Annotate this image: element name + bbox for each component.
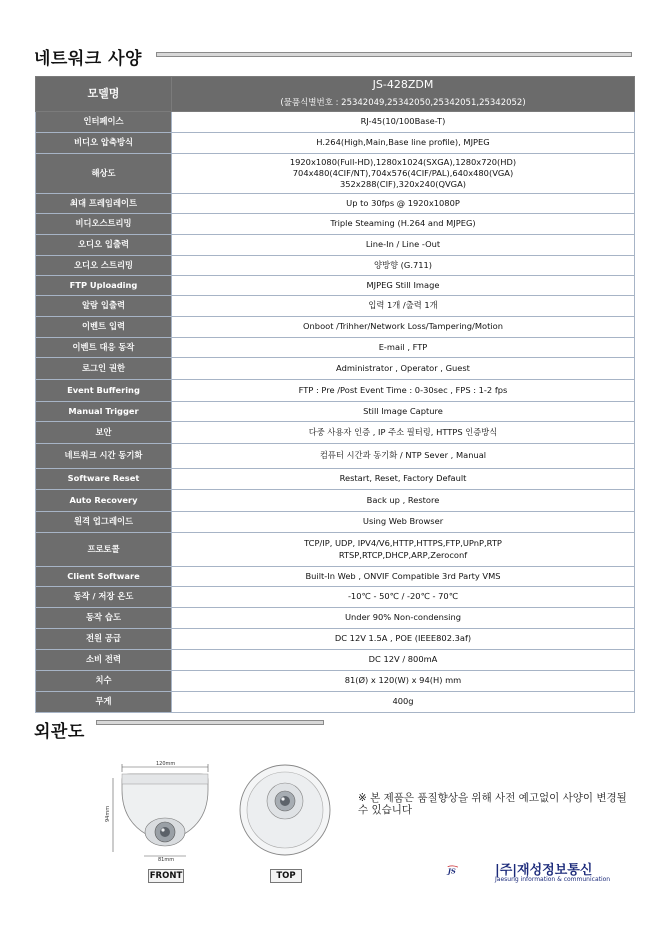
spec-row bbox=[36, 194, 635, 214]
model-label: 모델명 bbox=[36, 77, 172, 112]
spec-label: 비디오스트리밍 bbox=[36, 214, 172, 235]
spec-value: Restart, Reset, Factory Default bbox=[172, 469, 635, 490]
dim-height-text: 94mm bbox=[105, 805, 111, 822]
notice-text: ※ 본 제품은 품질향상을 위해 사전 예고없이 사양이 변경될 수 있습니다 bbox=[358, 792, 627, 816]
spec-label: Manual Trigger bbox=[36, 402, 172, 422]
spec-value: H.264(High,Main,Base line profile), MJPEG bbox=[172, 133, 635, 154]
spec-row bbox=[36, 256, 635, 276]
dim-width-text: 120mm bbox=[156, 761, 176, 767]
spec-value: FTP : Pre /Post Event Time : 0-30sec , FPS : 1-2 fps bbox=[172, 380, 635, 402]
spec-row bbox=[36, 133, 635, 154]
spec-row bbox=[36, 629, 635, 650]
spec-label: 이벤트 대응 동작 bbox=[36, 338, 172, 358]
spec-row bbox=[36, 587, 635, 608]
section-title-line bbox=[96, 720, 324, 725]
spec-row bbox=[36, 533, 635, 567]
spec-value: Still Image Capture bbox=[172, 402, 635, 422]
section-title-line bbox=[156, 52, 632, 57]
model-value bbox=[172, 77, 635, 112]
spec-row bbox=[36, 650, 635, 671]
svg-text:JS: JS bbox=[447, 867, 456, 876]
spec-value: MJPEG Still Image bbox=[172, 276, 635, 296]
spec-label: 프로토콜 bbox=[36, 533, 172, 567]
spec-label: 해상도 bbox=[36, 154, 172, 194]
spec-value: TCP/IP, UDP, IPV4/V6,HTTP,HTTPS,FTP,UPnP,RTP RTSP,RTCP,DHCP,ARP,Zeroconf bbox=[172, 533, 635, 567]
dim-bottom-text: 81mm bbox=[158, 857, 175, 863]
spec-row bbox=[36, 358, 635, 380]
spec-label: 알람 입출력 bbox=[36, 296, 172, 317]
spec-value: 컴퓨터 시간과 동기화 / NTP Sever , Manual bbox=[172, 444, 635, 469]
top-view-label: TOP bbox=[270, 869, 302, 883]
spec-row bbox=[36, 692, 635, 713]
spec-label: 원격 업그레이드 bbox=[36, 512, 172, 533]
company-logo-icon bbox=[446, 852, 494, 888]
spec-label: Client Software bbox=[36, 567, 172, 587]
spec-value: Back up , Restore bbox=[172, 490, 635, 512]
spec-label: 무게 bbox=[36, 692, 172, 713]
spec-value: -10℃ - 50℃ / -20℃ - 70℃ bbox=[172, 587, 635, 608]
spec-label: 동작 / 저장 온도 bbox=[36, 587, 172, 608]
model-row bbox=[36, 77, 635, 112]
spec-value: Onboot /Trihher/Network Loss/Tampering/Motion bbox=[172, 317, 635, 338]
spec-row bbox=[36, 512, 635, 533]
spec-value: Up to 30fps @ 1920x1080P bbox=[172, 194, 635, 214]
company-sub: Jaesung information & communication bbox=[495, 876, 611, 883]
spec-table bbox=[35, 76, 635, 713]
spec-row bbox=[36, 444, 635, 469]
spec-label: 로그인 권한 bbox=[36, 358, 172, 380]
spec-value: 400g bbox=[172, 692, 635, 713]
spec-row bbox=[36, 567, 635, 587]
spec-row bbox=[36, 112, 635, 133]
spec-value: 양방향 (G.711) bbox=[172, 256, 635, 276]
spec-label: 인터페이스 bbox=[36, 112, 172, 133]
spec-value: Triple Steaming (H.264 and MJPEG) bbox=[172, 214, 635, 235]
spec-value: 1920x1080(Full-HD),1280x1024(SXGA),1280x720(HD) 704x480(4CIF/NT),704x576(4CIF/PAL),640x480(VGA) 352x288(CIF),320x240(QVGA) bbox=[172, 154, 635, 194]
spec-value: RJ-45(10/100Base-T) bbox=[172, 112, 635, 133]
spec-row bbox=[36, 317, 635, 338]
spec-label: 비디오 압축방식 bbox=[36, 133, 172, 154]
spec-value: E-mail , FTP bbox=[172, 338, 635, 358]
model-name: JS-428ZDM bbox=[372, 78, 434, 92]
spec-value: Using Web Browser bbox=[172, 512, 635, 533]
company-name: |주|재성정보통신 bbox=[495, 863, 593, 878]
spec-row bbox=[36, 490, 635, 512]
spec-label: 최대 프레임레이트 bbox=[36, 194, 172, 214]
spec-row bbox=[36, 338, 635, 358]
spec-label: FTP Uploading bbox=[36, 276, 172, 296]
spec-label: 보안 bbox=[36, 422, 172, 444]
spec-label: 전원 공급 bbox=[36, 629, 172, 650]
spec-value: Under 90% Non-condensing bbox=[172, 608, 635, 629]
spec-row bbox=[36, 671, 635, 692]
spec-row bbox=[36, 469, 635, 490]
top-view-diagram bbox=[238, 763, 333, 858]
spec-row bbox=[36, 235, 635, 256]
spec-value: Line-In / Line -Out bbox=[172, 235, 635, 256]
spec-value: 입력 1개 /출력 1개 bbox=[172, 296, 635, 317]
spec-row bbox=[36, 422, 635, 444]
spec-value: Built-In Web , ONVIF Compatible 3rd Party VMS bbox=[172, 567, 635, 587]
section-title-network-spec: 네트워크 사양 bbox=[34, 49, 142, 69]
spec-row bbox=[36, 154, 635, 194]
spec-value: 81(Ø) x 120(W) x 94(H) mm bbox=[172, 671, 635, 692]
spec-row bbox=[36, 402, 635, 422]
spec-label: Event Buffering bbox=[36, 380, 172, 402]
spec-value: DC 12V 1.5A , POE (IEEE802.3af) bbox=[172, 629, 635, 650]
front-view-label: FRONT bbox=[149, 871, 183, 881]
spec-row bbox=[36, 214, 635, 235]
spec-label: Auto Recovery bbox=[36, 490, 172, 512]
spec-value: 다중 사용자 인증 , IP 주소 필터링, HTTPS 인증방식 bbox=[172, 422, 635, 444]
spec-row bbox=[36, 276, 635, 296]
front-view-diagram bbox=[100, 760, 215, 865]
section-title-exterior: 외관도 bbox=[34, 722, 85, 742]
spec-row bbox=[36, 296, 635, 317]
spec-value: Administrator , Operator , Guest bbox=[172, 358, 635, 380]
spec-label: 오디오 입출력 bbox=[36, 235, 172, 256]
spec-label: 이벤트 입력 bbox=[36, 317, 172, 338]
spec-label: 동작 습도 bbox=[36, 608, 172, 629]
spec-label: 오디오 스트리밍 bbox=[36, 256, 172, 276]
spec-label: 네트워크 시간 동기화 bbox=[36, 444, 172, 469]
model-sub: (물품식별번호 : 25342049,25342050,25342051,25342052) bbox=[280, 98, 526, 109]
spec-row bbox=[36, 608, 635, 629]
spec-label: 소비 전력 bbox=[36, 650, 172, 671]
spec-label: 치수 bbox=[36, 671, 172, 692]
spec-label: Software Reset bbox=[36, 469, 172, 490]
spec-row bbox=[36, 380, 635, 402]
spec-value: DC 12V / 800mA bbox=[172, 650, 635, 671]
